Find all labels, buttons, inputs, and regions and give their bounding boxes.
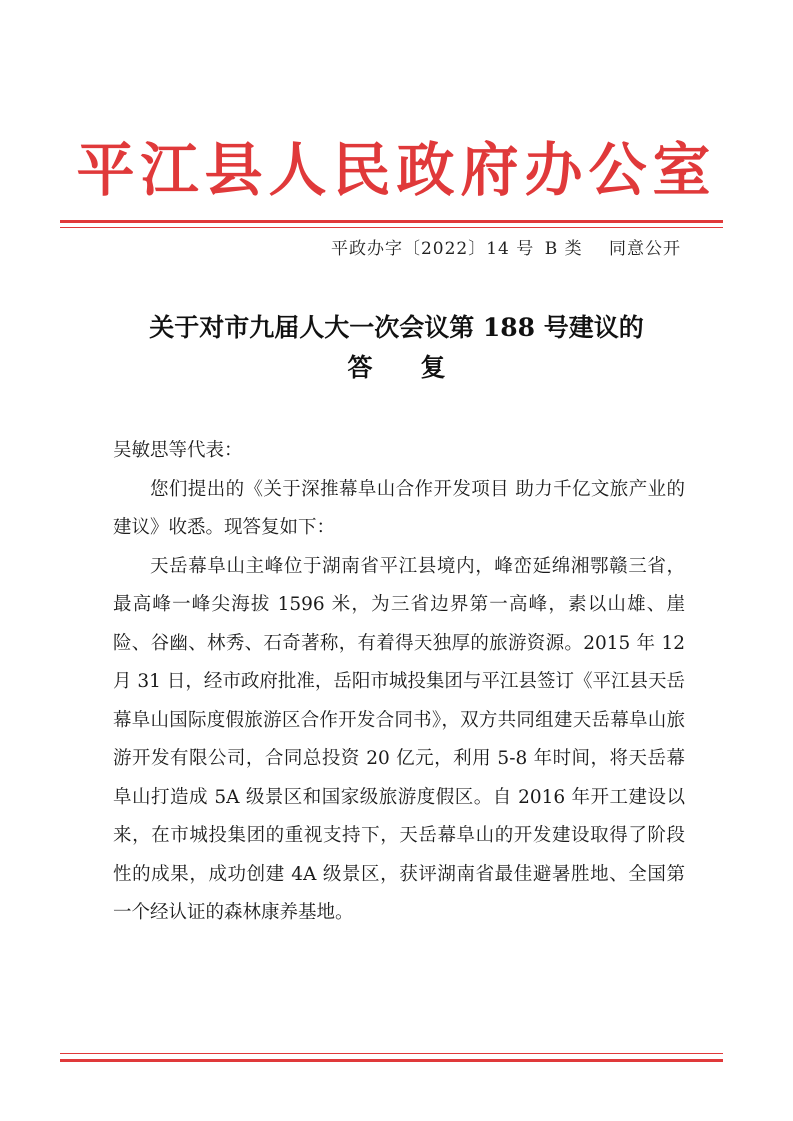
- issuing-office-header: 平江县人民政府办公室: [76, 136, 717, 204]
- disclosure-status: 同意公开: [609, 239, 681, 259]
- document-body: [113, 432, 685, 933]
- document-category: B 类: [544, 239, 583, 259]
- header-divider-thick: [60, 220, 723, 223]
- paragraph-acknowledgement: 您们提出的《关于深推幕阜山合作开发项目 助力千亿文旅产业的建议》收悉。现答复如下：: [113, 478, 685, 538]
- document-title-line-1: 关于对市九届人大一次会议第 188 号建议的: [149, 313, 644, 342]
- header-divider-thin: [60, 227, 723, 228]
- document-title-line-2: 答复: [347, 353, 494, 382]
- footer-divider-thin: [60, 1053, 723, 1054]
- footer-divider-thick: [60, 1059, 723, 1062]
- document-title: [0, 308, 793, 388]
- salutation: 吴敏思等代表：: [113, 440, 243, 461]
- document-number: 平政办字〔2022〕14 号: [330, 239, 535, 259]
- document-number-line: [327, 236, 681, 262]
- paragraph-background: 天岳幕阜山主峰位于湖南省平江县境内，峰峦延绵湘鄂赣三省，最高峰一峰尖海拔 1596 米，为三省边界第一高峰，素以山雄、崖险、谷幽、林秀、石奇著称，有着得天独厚的旅游资源。2015 年 12 月 31 日，经市政府批准，岳阳市城投集团与平江县签订《平江县天岳幕阜山国际度假旅游区合作开发合同书》，双方共同组建天岳幕阜山旅游开发有限公司，合同总投资 20 亿元，利用 5-8 年时间，将天岳幕阜山打造成 5A 级景区和国家级旅游度假区。自 2016 年开工建设以来，在市城投集团的重视支持下，天岳幕阜山的开发建设取得了阶段性的成果，成功创建 4A 级景区，获评湖南省最佳避暑胜地、全国第一个经认证的森林康养基地。: [113, 555, 685, 923]
